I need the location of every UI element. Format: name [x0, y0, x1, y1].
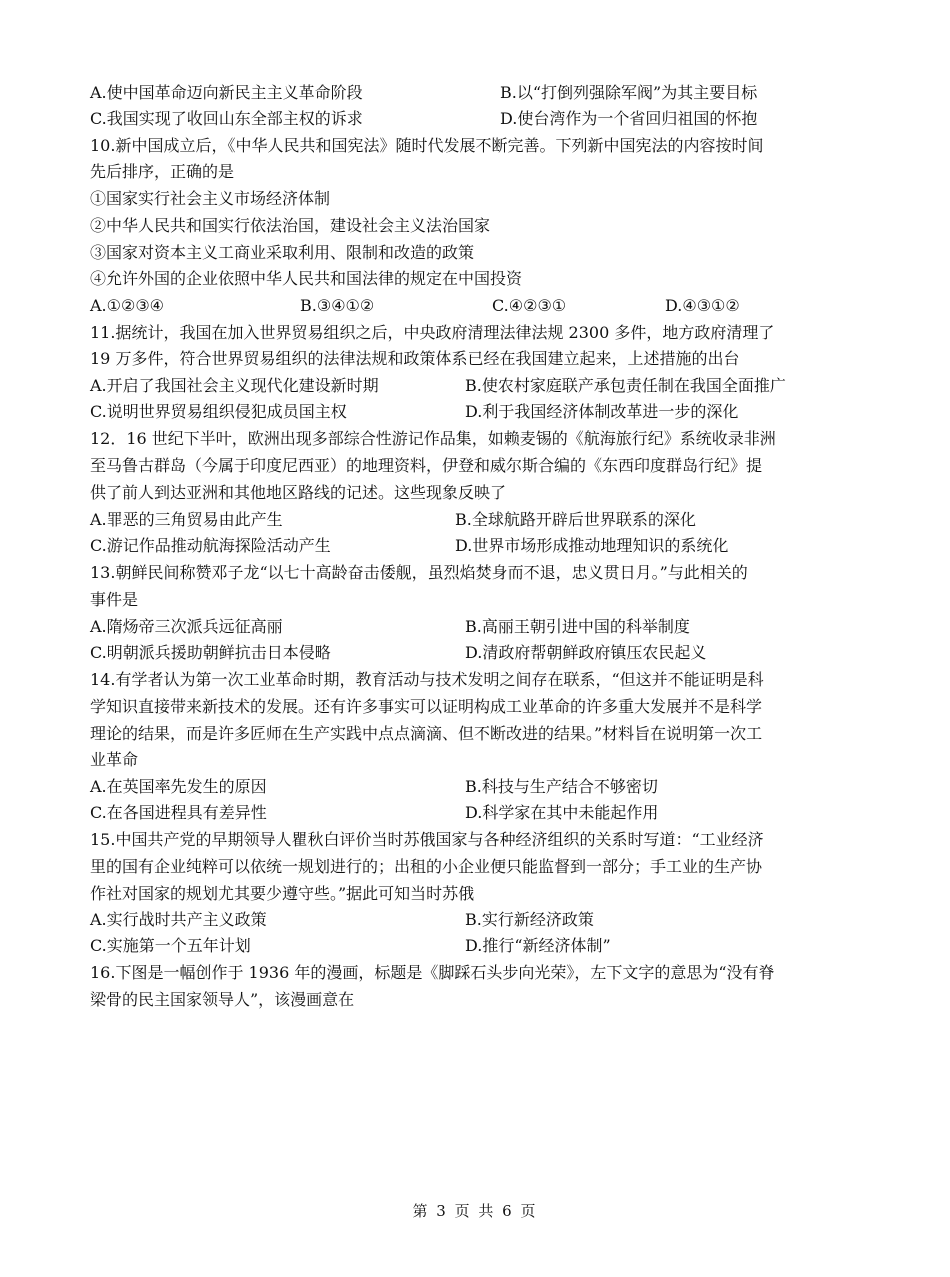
q9-option-a: A.使中国革命迈向新民主主义革命阶段: [90, 83, 363, 102]
page-number-footer: 第 3 页 共 6 页: [412, 1202, 538, 1220]
q10-item-2: ②中华人民共和国实行依法治国，建设社会主义法治国家: [90, 216, 491, 235]
q11-option-c: C.说明世界贸易组织侵犯成员国主权: [90, 402, 347, 421]
q13-option-d: D.清政府帮朝鲜政府镇压农民起义: [465, 643, 707, 662]
q11-stem-line-2: 19 万多件，符合世界贸易组织的法律法规和政策体系已经在我国建立起来，上述措施的出台: [90, 349, 740, 368]
q12-option-c: C.游记作品推动航海探险活动产生: [90, 536, 331, 555]
q15-stem-line-3: 作社对国家的规划尤其要少遵守些。”据此可知当时苏俄: [90, 884, 475, 903]
q14-stem-line-1: 14.有学者认为第一次工业革命时期，教育活动与技术发明之间存在联系，“但这并不能证明是科: [90, 670, 764, 689]
q11-stem-line-1: 11.据统计，我国在加入世界贸易组织之后，中央政府清理法律法规 2300 多件，地方政府清理了: [90, 323, 775, 342]
q10-option-d: D.④③①②: [665, 296, 740, 315]
q15-option-c: C.实施第一个五年计划: [90, 936, 251, 955]
q13-option-a: A.隋炀帝三次派兵远征高丽: [90, 617, 283, 636]
q10-option-c: C.④②③①: [492, 296, 567, 315]
q9-option-d: D.使台湾作为一个省回归祖国的怀抱: [500, 109, 758, 128]
q12-stem-line-3: 供了前人到达亚洲和其他地区路线的记述。这些现象反映了: [90, 483, 507, 502]
q9-option-c: C.我国实现了收回山东全部主权的诉求: [90, 109, 363, 128]
q10-stem-line-2: 先后排序，正确的是: [90, 162, 235, 181]
q15-stem-line-2: 里的国有企业纯粹可以依统一规划进行的；出租的小企业便只能监督到一部分；手工业的生产协: [90, 857, 763, 876]
q10-option-b: B.③④①②: [300, 296, 375, 315]
q10-item-1: ①国家实行社会主义市场经济体制: [90, 189, 331, 208]
q16-stem-line-2: 梁骨的民主国家领导人”，该漫画意在: [90, 990, 355, 1009]
q12-option-b: B.全球航路开辟后世界联系的深化: [455, 510, 696, 529]
q16-stem-line-1: 16.下图是一幅创作于 1936 年的漫画，标题是《脚踩石头步向光荣》，左下文字的意思为“没有脊: [90, 963, 775, 982]
q11-option-a: A.开启了我国社会主义现代化建设新时期: [90, 376, 379, 395]
q9-option-b: B.以“打倒列强除军阀”为其主要目标: [500, 83, 758, 102]
q14-option-a: A.在英国率先发生的原因: [90, 777, 267, 796]
q11-option-d: D.利于我国经济体制改革进一步的深化: [465, 402, 739, 421]
q14-option-c: C.在各国进程具有差异性: [90, 803, 267, 822]
q13-stem-line-2: 事件是: [90, 590, 139, 609]
q12-stem-line-1: 12．16 世纪下半叶，欧洲出现多部综合性游记作品集，如赖麦锡的《航海旅行纪》系统收录非洲: [90, 429, 776, 448]
q14-stem-line-3: 理论的结果，而是许多匠师在生产实践中点点滴滴、但不断改进的结果。”材料旨在说明第一次工: [90, 724, 763, 743]
q14-option-d: D.科学家在其中未能起作用: [465, 803, 659, 822]
q10-item-4: ④允许外国的企业依照中华人民共和国法律的规定在中国投资: [90, 269, 523, 288]
q14-stem-line-4: 业革命: [90, 750, 139, 769]
q10-option-a: A.①②③④: [90, 296, 165, 315]
q14-option-b: B.科技与生产结合不够密切: [465, 777, 658, 796]
q15-option-d: D.推行“新经济体制”: [465, 936, 611, 955]
q13-option-c: C.明朝派兵援助朝鲜抗击日本侵略: [90, 643, 331, 662]
q10-item-3: ③国家对资本主义工商业采取利用、限制和改造的政策: [90, 243, 475, 262]
q12-option-d: D.世界市场形成推动地理知识的系统化: [455, 536, 729, 555]
q10-stem-line-1: 10.新中国成立后，《中华人民共和国宪法》随时代发展不断完善。下列新中国宪法的内容按时间: [90, 136, 764, 155]
q15-stem-line-1: 15.中国共产党的早期领导人瞿秋白评价当时苏俄国家与各种经济组织的关系时写道：“工业经济: [90, 830, 764, 849]
q12-option-a: A.罪恶的三角贸易由此产生: [90, 510, 283, 529]
q14-stem-line-2: 学知识直接带来新技术的发展。还有许多事实可以证明构成工业革命的许多重大发展并不是科学: [90, 697, 763, 716]
q15-option-b: B.实行新经济政策: [465, 910, 594, 929]
q15-option-a: A.实行战时共产主义政策: [90, 910, 267, 929]
q13-stem-line-1: 13.朝鲜民间称赞邓子龙“以七十高龄奋击倭舰，虽烈焰焚身而不退，忠义贯日月。”与此相关的: [90, 563, 748, 582]
q12-stem-line-2: 至马鲁古群岛（今属于印度尼西亚）的地理资料，伊登和威尔斯合编的《东西印度群岛行纪》提: [90, 456, 763, 475]
q11-option-b: B.使农村家庭联产承包责任制在我国全面推广: [465, 376, 786, 395]
q13-option-b: B.高丽王朝引进中国的科举制度: [465, 617, 690, 636]
